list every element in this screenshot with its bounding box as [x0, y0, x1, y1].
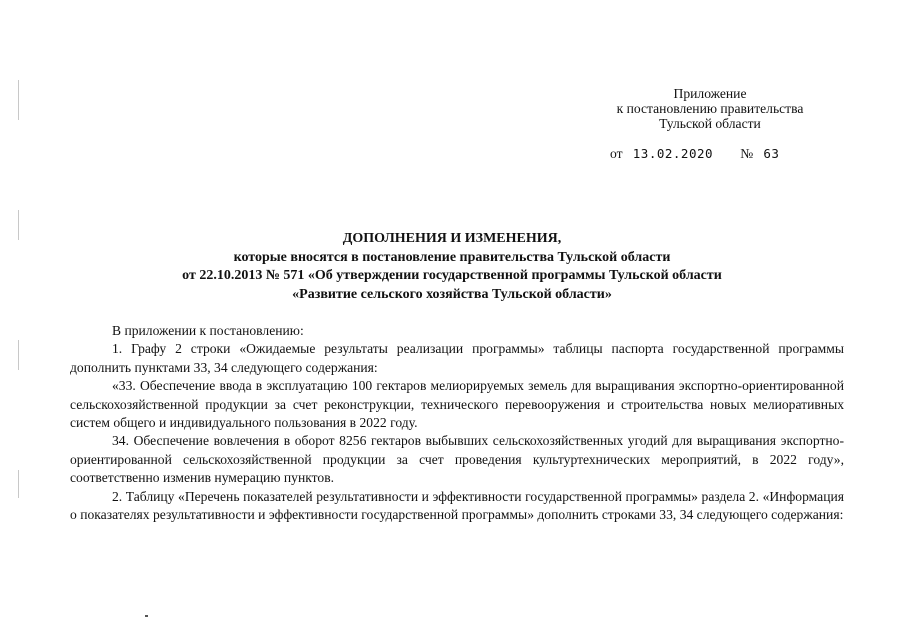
paragraph: В приложении к постановлению:: [112, 323, 304, 338]
decree-number: 63: [763, 146, 780, 161]
title-line: от 22.10.2013 № 571 «Об утверждении государственной программы Тульской области: [182, 268, 722, 283]
scan-artifact: [18, 340, 19, 370]
attachment-line: Тульской области: [659, 116, 761, 131]
attachment-line: к постановлению правительства: [616, 101, 804, 116]
decree-date-line: [610, 146, 779, 162]
paragraph: «33. Обеспечение ввода в эксплуатацию 100 гектаров мелиорируемых земель для выращивания экспортно-ориентированной сельскохозяйственной продукции за счет реконструкции, технического перевооружения и строительства новых мелиоративных систем общего и индивидуального пользования в 2022 году.: [70, 378, 844, 431]
attachment-header: [560, 86, 860, 131]
title-line: которые вносятся в постановление правительства Тульской области: [233, 249, 671, 265]
number-label: №: [740, 146, 754, 161]
paragraph: 2. Таблицу «Перечень показателей результативности и эффективности государственной программы» раздела 2. «Информация о показателях результативности и эффективности государственной программы» дополнить строками 33, 34 следующего содержания:: [70, 488, 844, 523]
title-line: «Развитие сельского хозяйства Тульской области»: [292, 286, 612, 302]
from-label: от: [610, 146, 623, 161]
decree-date: 13.02.2020: [632, 146, 714, 161]
paragraph: 34. Обеспечение вовлечения в оборот 8256 гектаров выбывших сельскохозяйственных угодий для выращивания экспортно-ориентированной сельскохозяйственной продукции за счет проведения культуртехнических мероприятий, в 2022 году», соответственно изменив нумерацию пунктов.: [70, 433, 844, 486]
paragraph: 1. Графу 2 строки «Ожидаемые результаты реализации программы» таблицы паспорта государственной программы дополнить пунктами 33, 34 следующего содержания:: [70, 341, 844, 375]
title-line: ДОПОЛНЕНИЯ И ИЗМЕНЕНИЯ,: [342, 231, 562, 246]
attachment-line: Приложение: [673, 86, 747, 101]
document-title: [100, 230, 804, 304]
scan-artifact: [18, 470, 19, 498]
scan-artifact: [18, 80, 19, 120]
document-body: [70, 322, 844, 524]
scan-artifact: [18, 210, 19, 240]
scan-speck: [145, 615, 148, 617]
